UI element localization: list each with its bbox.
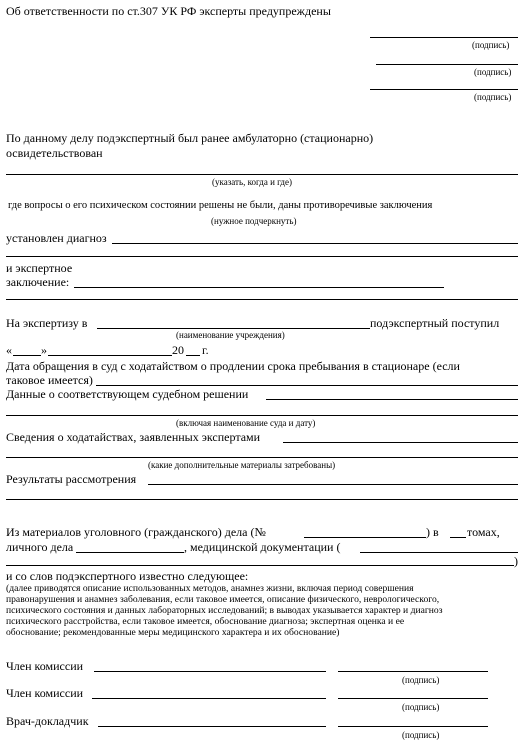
institution-caption: (наименование учреждения) [176,330,285,340]
date-day-line[interactable] [13,355,41,356]
commission-member-2-label: Член комиссии [6,686,84,700]
medical-docs-line-2[interactable] [6,565,514,566]
signature-line-expert-2[interactable] [376,64,518,65]
institution-line[interactable] [97,328,370,329]
commission-member-1-name-line[interactable] [94,671,326,672]
date-month-line[interactable] [48,355,172,356]
date-open-quote: « [6,343,12,357]
expert-conclusion-line[interactable] [74,287,444,288]
words-label: и со слов подэкспертного известно следующее: [6,569,249,583]
signature-caption-reporter: (подпись) [402,730,440,740]
volumes-label: томах, [467,525,500,539]
court-decision-line[interactable] [266,399,518,400]
description-line-4: психического расстройства, если таковое имеется, обоснование диагноза; экспертная оценка и ее [6,616,405,627]
case-number-line[interactable] [304,537,426,538]
description-line-2: правонарушения и анамнез заболевания, если таковое имеется, описание физического, неврологического, [6,594,440,605]
underline-caption: (нужное подчеркнуть) [211,216,297,226]
diagnosis-label: установлен диагноз [6,231,107,245]
signature-line-expert-1[interactable] [370,37,518,38]
medical-docs-line[interactable] [360,552,518,553]
results-line-2[interactable] [6,499,518,500]
reporting-doctor-name-line[interactable] [98,726,326,727]
court-caption: (включая наименование суда и дату) [176,418,316,428]
admission-label: На экспертизу в [6,316,88,330]
prior-exam-line-1: По данному делу подэкспертный был ранее амбулаторно (стационарно) [6,131,374,145]
commission-member-2-signature-line[interactable] [338,698,488,699]
description-line-3: психического состояния и данных лабораторных исследований; в выводах указывается характер и диагноз [6,605,443,616]
conclusion-options: где вопросы о его психическом состоянии решены не были, даны противоречивые заключения [8,200,433,211]
results-line[interactable] [148,484,518,485]
signature-line-expert-3[interactable] [370,89,518,90]
received-label: подэкспертный поступил [370,316,500,330]
when-where-line[interactable] [6,174,518,175]
motions-label: Сведения о ходатайствах, заявленных экспертами [6,430,261,444]
prior-exam-line-2: освидетельствован [6,146,103,160]
materials-caption: (какие дополнительные материалы затребованы) [148,460,336,470]
court-decision-label: Данные о соответствующем судебном решении [6,387,249,401]
date-year-line[interactable] [186,355,200,356]
expert-conclusion-label-1: и экспертное [6,261,73,275]
commission-member-1-label: Член комиссии [6,659,84,673]
medical-docs-label: , медицинской документации ( [184,540,341,554]
signature-caption-1: (подпись) [472,40,510,50]
reporting-doctor-label: Врач-докладчик [6,714,89,728]
diagnosis-line[interactable] [112,243,518,244]
reporting-doctor-signature-line[interactable] [338,726,488,727]
date-year-suffix: г. [202,343,209,357]
liability-warning: Об ответственности по ст.307 УК РФ эксперты предупреждены [6,4,331,18]
signature-caption-3: (подпись) [474,92,512,102]
description-line-1: (далее приводятся описание использованных методов, анамнез жизни, включая период совершения [6,583,414,594]
case-in-label: ) в [426,525,439,539]
results-label: Результаты рассмотрения [6,472,137,486]
motions-line[interactable] [283,442,518,443]
close-paren: ) [514,554,518,568]
volumes-count-line[interactable] [450,537,466,538]
expert-conclusion-label-2: заключение: [6,275,70,289]
case-materials-label: Из материалов уголовного (гражданского) дела (№ [6,525,266,539]
court-decision-line-2[interactable] [6,415,518,416]
personal-file-line[interactable] [76,552,184,553]
commission-member-2-name-line[interactable] [92,698,326,699]
petition-line-1: Дата обращения в суд с ходатайством о продлении срока пребывания в стационаре (если [6,359,460,373]
signature-caption-2: (подпись) [474,67,512,77]
signature-caption-member-1: (подпись) [402,675,440,685]
description-line-5: обоснование; рекомендованные меры медицинского характера и их обоснование) [6,627,340,638]
petition-date-line[interactable] [96,385,518,386]
motions-line-2[interactable] [6,457,518,458]
expert-conclusion-line-2[interactable] [6,299,518,300]
date-close-quote: » [41,343,47,357]
personal-file-label: личного дела [6,540,74,554]
when-where-caption: (указать, когда и где) [212,177,292,187]
commission-member-1-signature-line[interactable] [338,671,488,672]
diagnosis-line-2[interactable] [6,256,518,257]
signature-caption-member-2: (подпись) [402,702,440,712]
petition-line-2: таковое имеется) [6,373,93,387]
date-year-prefix: 20 [172,343,184,357]
